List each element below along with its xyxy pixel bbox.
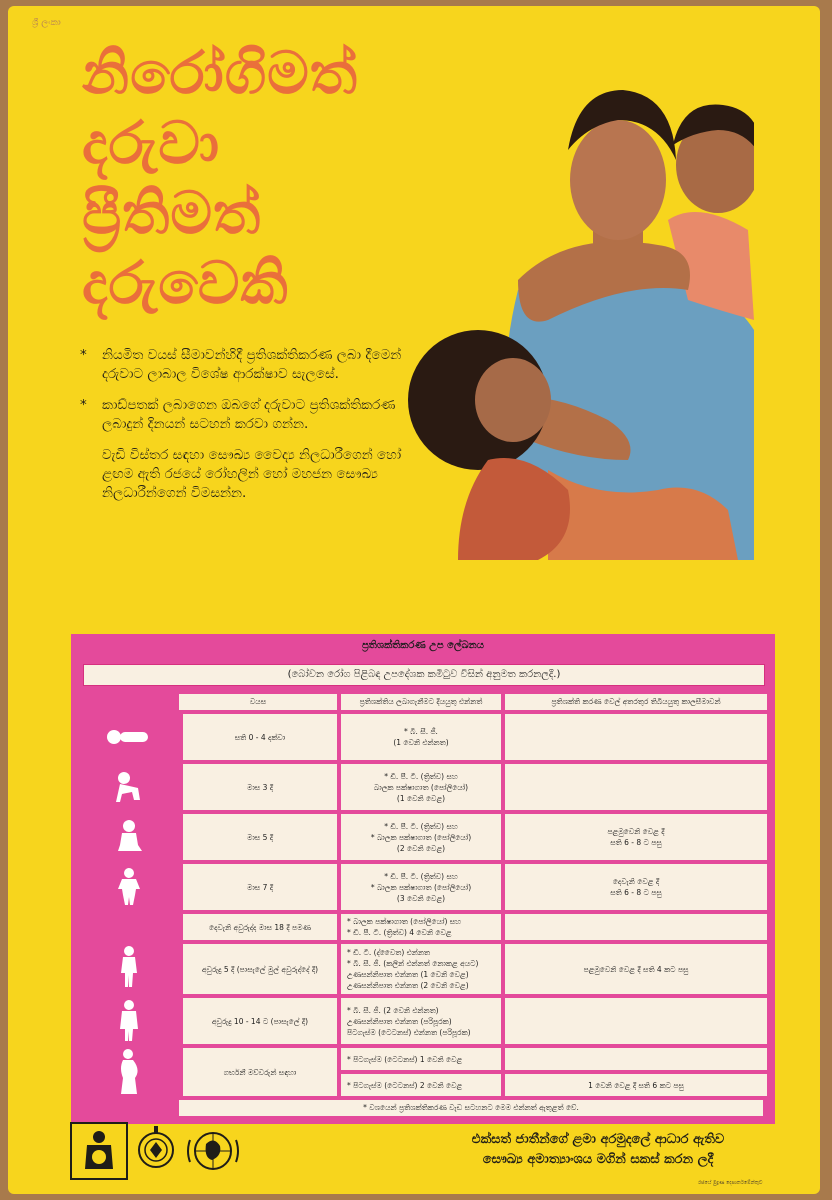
printer-note: රජයේ මුද්‍රණ දෙපාර්තමේන්තුව <box>698 1180 763 1186</box>
bullet-marker: * <box>80 347 87 363</box>
school-child-icon <box>79 996 179 1046</box>
headline <box>82 38 402 318</box>
more-info-text: වැඩි විස්තර සඳහා සෞඛ්‍ය වෛද්‍ය නිලධාරීගෙන් හෝ ළඟම ඇති රජයේ රෝහලින් හෝ මහජන සෞඛ්‍ය නිලධාරීන්ගෙන් විමසන්න. <box>102 447 402 501</box>
headline-line-2: දරුවා <box>82 109 221 177</box>
mother-child-photo <box>398 70 754 560</box>
table-title: ප්‍රතිශක්තිකරණ උප ලේඛනය <box>362 640 484 651</box>
age-cell: මාස 5 දී <box>183 814 337 860</box>
header-vaccine: ප්‍රතිශක්තිය ලබාගැනීමට දියයුතු එන්නත් <box>341 694 501 710</box>
mother-child-logo-icon <box>70 1122 128 1180</box>
interval-cell: දෙවැනි වෙළ දී සති 6 - 8 ට පසු <box>505 864 767 910</box>
age-cell: සති 0 - 4 දක්වා <box>183 714 337 760</box>
bullet-text: නියමිත වයස් සීමාවන්හිදී ප්‍රතිශක්තිකරණ ලබා දීමෙන් දරුවාට ලාබාල විශේෂ ආරක්ෂාව සැලසේ. <box>102 347 402 382</box>
interval-cell: 1 වෙනි වෙළ දී සති 6 කට පසු <box>505 1074 767 1096</box>
vaccine-cell: * ඩී. ටී. (ද්වෛත) එන්නත * බී. සී. ජී. (කලින් එන්නත් නොකළ අයට) උණසන්නිපාත එන්නත (1 වෙනි වෙළ) උණසන්නිපාත එන්නත (2 වෙනි වෙළ) <box>341 944 501 994</box>
interval-cell <box>505 914 767 940</box>
age-cell: මාස 3 දී <box>183 764 337 810</box>
headline-line-4: දරුවෙකි <box>82 249 289 317</box>
interval-cell <box>505 714 767 760</box>
age-cell: අවුරුදු 10 - 14 ට (පාසැලේ දී) <box>183 998 337 1044</box>
header-interval: ප්‍රතිශක්ති කරණ වෙල් අතරතුර තිබියයුතු කාලසීමාවන් <box>505 694 767 710</box>
bullet-list <box>80 346 420 503</box>
credit-line-1: එක්සත් ජාතීන්ගේ ළමා අරමුදලේ ආධාර ඇතිව <box>471 1132 725 1147</box>
header-age: වයස <box>179 694 337 710</box>
vaccine-cell: * ඩී. පී. ටී. (ත්‍රිත්ව) සහ බාලක පක්ෂාගාත (පෝලියෝ) (1 වෙනි වෙළ) <box>341 764 501 810</box>
immunization-schedule-table <box>71 634 775 1124</box>
pregnant-mother-icon <box>79 1046 179 1098</box>
age-cell: දෙවැනි අවුරුද්ද මාස 18 දී පමණ <box>183 914 337 940</box>
interval-cell <box>505 1048 767 1070</box>
headline-line-3: ප්‍රීතිමත් <box>82 179 262 247</box>
bullet-item <box>80 346 420 384</box>
interval-cell: පළමුවෙනි වෙළ දී සති 6 - 8 ට පසු <box>505 814 767 860</box>
vaccine-cell: * ඩී. පී. ටී. (ත්‍රිත්ව) සහ * බාලක පක්ෂාගාත (පෝලියෝ) (2 වෙනි වෙළ) <box>341 814 501 860</box>
footer-credit <box>438 1130 758 1170</box>
bullet-text: කාඩ්පතක් ලබාගෙන ඔබගේ දරුවාට ප්‍රතිශක්තිකරණ ලබාදුන් දිනයන් සටහන් කරවා ගන්න. <box>102 397 396 432</box>
poster <box>8 6 820 1194</box>
unicef-logo-icon <box>184 1122 242 1180</box>
child-standing-icon <box>79 940 179 994</box>
table-subtitle: (බෝවන රෝග පිළිබඳ උපදේශක කමිටුව විසින් අනුමත කරනලදී.) <box>83 664 765 686</box>
sri-lanka-emblem-icon <box>136 1122 176 1180</box>
infant-lying-icon <box>79 714 179 760</box>
vaccine-cell: * බී. සී. ජී. (1 වෙනි එන්නත) <box>341 714 501 760</box>
interval-cell <box>505 764 767 810</box>
toddler-standing-icon <box>79 864 179 910</box>
archive-mark: ශ්‍රී ලංකා <box>32 18 61 28</box>
age-cell: මාස 7 දී <box>183 864 337 910</box>
vaccine-cell: * පිටගැස්ම (ටෙටනස්) 2 වෙනි වෙළ <box>341 1074 501 1096</box>
interval-cell <box>505 998 767 1044</box>
vaccine-cell: * ඩී. පී. ටී. (ත්‍රිත්ව) සහ * බාලක පක්ෂාගාත (පෝලියෝ) (3 වෙනි වෙළ) <box>341 864 501 910</box>
bullet-item <box>80 396 420 434</box>
vaccine-cell: * බාලක පක්ෂාගාත (පෝලියෝ) සහ * ඩී. පී. ටී. (ත්‍රිත්ව) 4 වෙනි වෙළ <box>341 914 501 940</box>
baby-crawling-icon <box>79 764 179 810</box>
bullet-marker: * <box>80 397 87 413</box>
interval-cell: පළමුවෙනි වෙළ දී සති 4 කට පසු <box>505 944 767 994</box>
headline-line-1: නිරෝගිමත් <box>82 39 358 107</box>
baby-sitting-icon <box>79 814 179 860</box>
vaccine-cell: * බී. සී. ජී. (2 වෙනි එන්නත) උණසන්නිපාත එන්නත (පරිපූරක) පිටගැස්ම (ටෙටනස්) එන්නත (පරිපූරක) <box>341 998 501 1044</box>
table-footnote: * වශයෙන් ප්‍රතිශක්තිකරණ වැඩ සටහනට මෙම එන්නත් ඇතුළත් වේ. <box>179 1100 763 1116</box>
credit-line-2: සෞඛ්‍ය අමාත්‍යාංශය මගින් සකස් කරන ලදී <box>482 1152 714 1167</box>
age-cell: ගර්භනී මව්වරුන් සඳහා <box>183 1048 337 1096</box>
vaccine-cell: * පිටගැස්ම (ටෙටනස්) 1 වෙනි වෙළ <box>341 1048 501 1070</box>
age-cell: අවුරුදු 5 දී (පාසැලේ මුල් අවුරුද්දේ දී) <box>183 944 337 994</box>
footer-logos <box>70 1122 242 1180</box>
